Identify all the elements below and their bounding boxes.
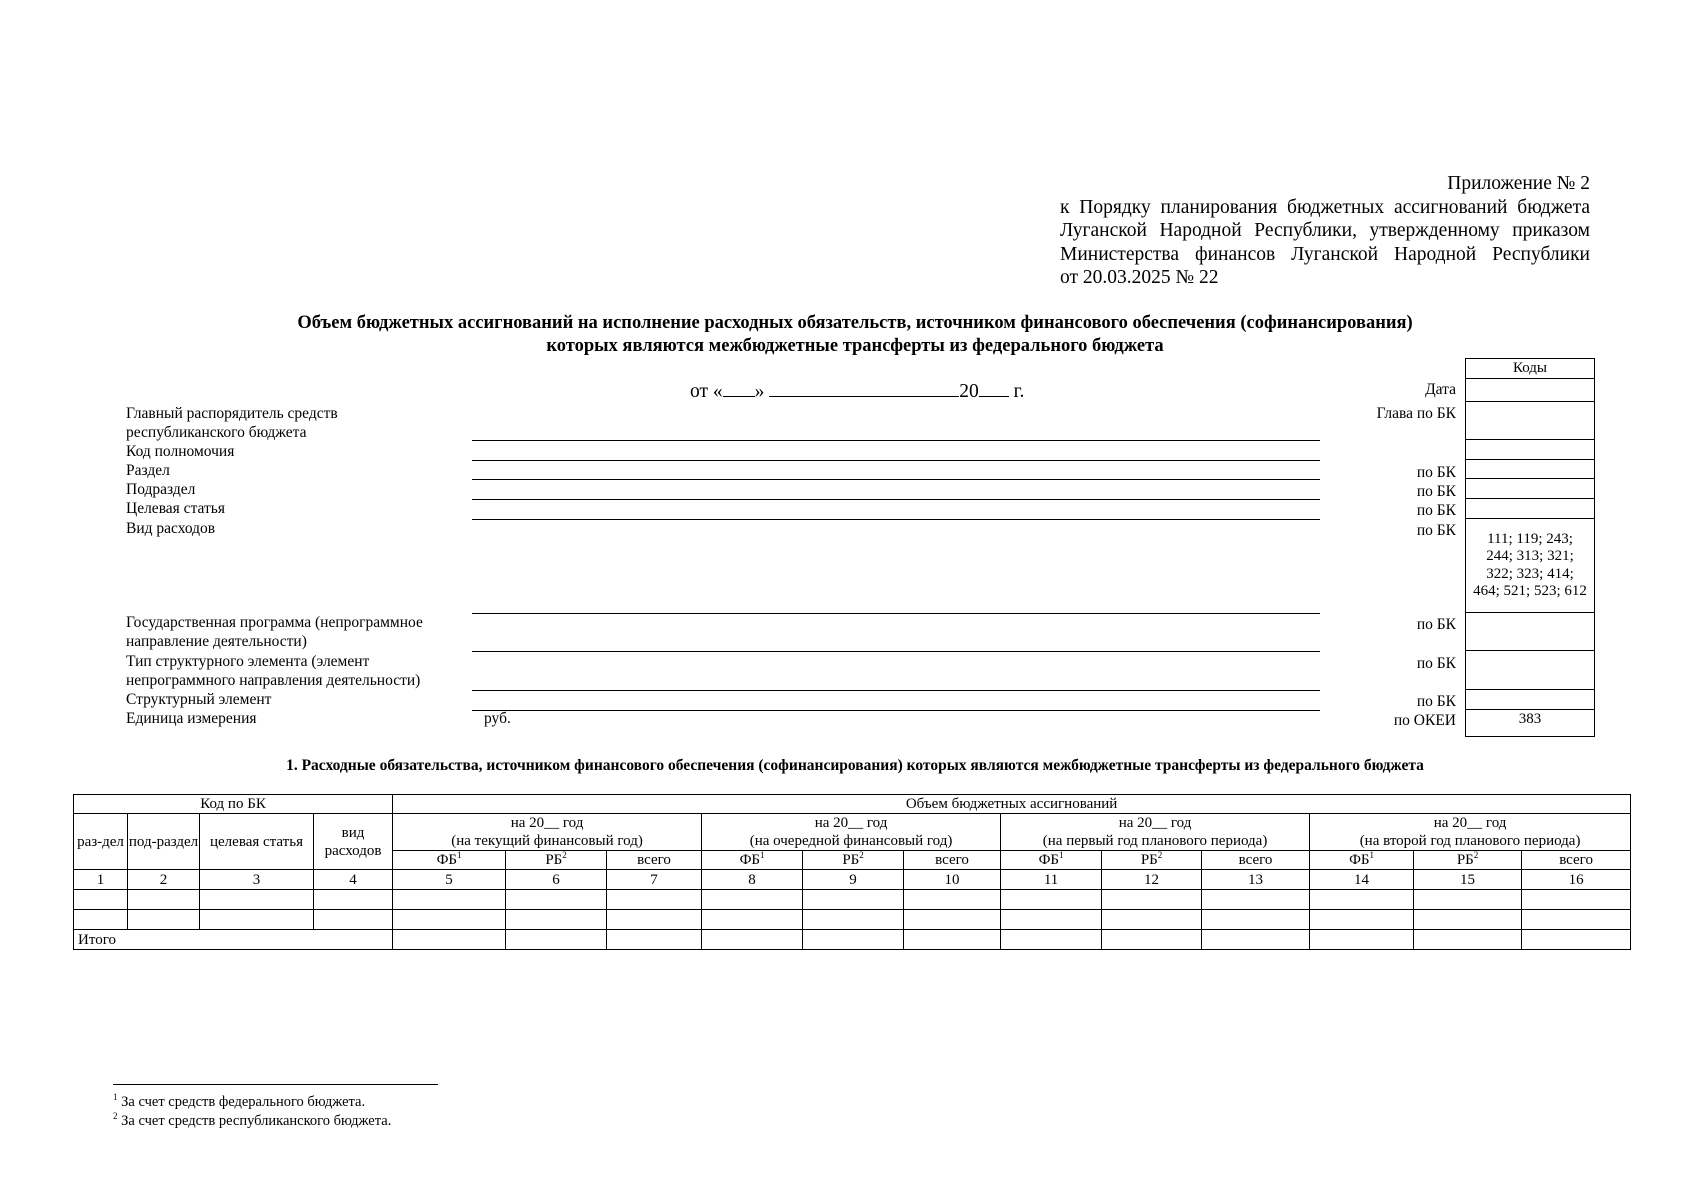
table-cell[interactable] (904, 930, 1001, 950)
code-tselevaya[interactable] (1466, 499, 1595, 519)
month-blank[interactable] (769, 378, 959, 397)
table-cell[interactable] (128, 910, 200, 930)
table-cell[interactable] (506, 890, 607, 910)
grbs-label-line: Главный распорядитель средств (126, 405, 338, 422)
table-cell[interactable] (1102, 930, 1202, 950)
fb-text: ФБ (1038, 852, 1060, 868)
struct-el-line[interactable] (472, 710, 1320, 711)
code-data[interactable] (1466, 379, 1595, 402)
fb-header (702, 851, 803, 870)
tip-po-bk-label: по БК (1416, 655, 1456, 672)
year-blank[interactable] (979, 378, 1009, 397)
vsego-header: всего (904, 851, 1001, 870)
rb-text: РБ (545, 852, 563, 868)
gosprog-label (126, 613, 423, 651)
gosprog-label-line: Государственная программа (непрограммное (126, 614, 423, 631)
codes-header: Коды (1466, 359, 1595, 379)
footnote-ref: 1 (760, 850, 765, 860)
col-number: 14 (1310, 870, 1414, 890)
table-cell[interactable] (393, 890, 506, 910)
appendix-heading: Приложение № 2 (1447, 173, 1590, 194)
period-header (702, 814, 1001, 851)
footnote-ref: 2 (1473, 850, 1479, 860)
tselevaya-line[interactable] (472, 519, 1320, 520)
razdel-line[interactable] (472, 479, 1320, 480)
date-year: 20 (959, 381, 979, 402)
razdel-label: Раздел (126, 462, 170, 479)
struct-el-label: Структурный элемент (126, 691, 272, 708)
table-cell[interactable] (702, 930, 803, 950)
col-number: 6 (506, 870, 607, 890)
period-desc: (на очередной финансовый год) (749, 833, 953, 849)
vsego-header: всего (1202, 851, 1310, 870)
rb-text: РБ (1456, 852, 1474, 868)
table-cell[interactable] (74, 910, 128, 930)
rb-text: РБ (1140, 852, 1158, 868)
unit-value: руб. (484, 710, 511, 727)
table-cell[interactable] (803, 930, 904, 950)
obem-header: Объем бюджетных ассигнований (393, 795, 1631, 814)
code-razdel[interactable] (1466, 460, 1595, 479)
code-podrazdel[interactable] (1466, 479, 1595, 499)
kod-po-bk-header: Код по БК (74, 795, 393, 814)
col-number: 16 (1522, 870, 1631, 890)
table-cell[interactable] (1001, 910, 1102, 930)
period-year: на 20__ год (814, 815, 888, 831)
code-glava[interactable] (1466, 402, 1595, 440)
vid-raskhodov-line[interactable] (472, 613, 1320, 614)
code-vid-raskhodov[interactable]: 111; 119; 243; 244; 313; 321; 322; 323; 414; 464; 521; 523; 612 (1466, 519, 1595, 613)
fb-text: ФБ (739, 852, 761, 868)
table-cell[interactable] (1414, 930, 1522, 950)
table-cell[interactable] (1310, 890, 1414, 910)
rb-header (1102, 851, 1202, 870)
tip-line[interactable] (472, 690, 1320, 691)
date-line (690, 378, 1024, 403)
data-label: Дата (1425, 381, 1456, 398)
col-number: 5 (393, 870, 506, 890)
footnote-text: За счет средств федерального бюджета. (117, 1093, 366, 1110)
fb-header (1310, 851, 1414, 870)
table-cell[interactable] (1202, 890, 1310, 910)
table-cell[interactable] (1414, 890, 1522, 910)
table-cell[interactable] (128, 890, 200, 910)
code-struct-el[interactable] (1466, 690, 1595, 710)
col-number: 1 (74, 870, 128, 890)
footnote-2 (113, 1107, 391, 1130)
col-number: 11 (1001, 870, 1102, 890)
itogo-row (74, 930, 1631, 950)
footnote-text: За счет средств республиканского бюджета. (117, 1112, 392, 1129)
col-number: 3 (200, 870, 314, 890)
col-number: 15 (1414, 870, 1522, 890)
glava-label: Глава по БК (1376, 405, 1456, 422)
footnote-number: 1 (113, 1092, 118, 1102)
kod-polnomochiya-line[interactable] (472, 460, 1320, 461)
appendix-date: от 20.03.2025 № 22 (1060, 267, 1219, 288)
table-cell[interactable] (904, 890, 1001, 910)
col-number: 10 (904, 870, 1001, 890)
tip-label (126, 652, 420, 690)
tselevaya-label: Целевая статья (126, 500, 225, 517)
table-cell[interactable] (1522, 890, 1631, 910)
podrazdel-po-bk-label: по БК (1416, 483, 1456, 500)
table-cell[interactable] (607, 930, 702, 950)
col-razdel-header: раз-дел (74, 814, 128, 870)
section-title: 1. Расходные обязательства, источником финансового обеспечения (софинансирования) которых являются межбюджетные трансферты из федерального бюджета (286, 757, 1424, 774)
table-cell[interactable] (314, 910, 393, 930)
table-cell[interactable] (607, 910, 702, 930)
itogo-label: Итого (74, 930, 393, 950)
table-row (74, 890, 1631, 910)
tselevaya-po-bk-label: по БК (1416, 502, 1456, 519)
appendix-line: Луганской Народной Республики, утвержденному приказом (1060, 220, 1590, 241)
grbs-label (126, 404, 338, 442)
okei-label: по ОКЕИ (1393, 712, 1456, 729)
rb-text: РБ (842, 852, 860, 868)
table-cell[interactable] (1202, 910, 1310, 930)
fb-header (393, 851, 506, 870)
gosprog-line[interactable] (472, 651, 1320, 652)
period-header (1310, 814, 1631, 851)
code-gosprog[interactable] (1466, 613, 1595, 651)
table-cell[interactable] (1522, 910, 1631, 930)
col-number: 9 (803, 870, 904, 890)
col-number: 4 (314, 870, 393, 890)
footnote-ref: 2 (562, 850, 567, 860)
footnote-ref: 2 (859, 850, 864, 860)
code-kod-polnomochiya[interactable] (1466, 440, 1595, 460)
vsego-header: всего (1522, 851, 1631, 870)
col-number: 8 (702, 870, 803, 890)
footnote-ref: 1 (457, 850, 462, 860)
table-cell[interactable] (506, 910, 607, 930)
unit-label: Единица измерения (126, 710, 257, 727)
vsego-header: всего (607, 851, 702, 870)
grbs-label-line: республиканского бюджета (126, 424, 307, 441)
title-line-1: Объем бюджетных ассигнований на исполнение расходных обязательств, источником финансового обеспечения (софинансирования) (297, 313, 1413, 333)
table-cell[interactable] (904, 910, 1001, 930)
tip-label-line: Тип структурного элемента (элемент (126, 653, 370, 670)
rb-header (803, 851, 904, 870)
appendix-block (1060, 172, 1590, 290)
rb-header (1414, 851, 1522, 870)
table-cell[interactable] (1001, 930, 1102, 950)
footnote-ref: 2 (1157, 850, 1163, 860)
period-header (393, 814, 702, 851)
gosprog-po-bk-label: по БК (1416, 616, 1456, 633)
col-number: 7 (607, 870, 702, 890)
table-row (74, 910, 1631, 930)
table-cell[interactable] (200, 890, 314, 910)
title-line-2: которых являются межбюджетные трансферты из федерального бюджета (546, 336, 1164, 356)
table-cell[interactable] (506, 930, 607, 950)
fb-header (1001, 851, 1102, 870)
col-number: 13 (1202, 870, 1310, 890)
fb-text: ФБ (436, 852, 458, 868)
footnote-separator (113, 1084, 438, 1085)
allocation-table (73, 794, 1631, 950)
table-cell[interactable] (393, 910, 506, 930)
period-header (1001, 814, 1310, 851)
vid-po-bk-label: по БК (1416, 522, 1456, 539)
col-podrazdel-header: под-раздел (128, 814, 200, 870)
table-cell[interactable] (607, 890, 702, 910)
tip-label-line: непрограммного направления деятельности) (126, 672, 421, 689)
col-tselevaya-header: целевая статья (200, 814, 314, 870)
table-cell[interactable] (1522, 930, 1631, 950)
table-cell[interactable] (803, 890, 904, 910)
period-year: на 20__ год (1118, 815, 1192, 831)
code-tip[interactable] (1466, 651, 1595, 690)
podrazdel-label: Подраздел (126, 481, 196, 498)
code-okei[interactable]: 383 (1466, 710, 1595, 737)
kod-polnomochiya-label: Код полномочия (126, 443, 235, 460)
table-cell[interactable] (1310, 930, 1414, 950)
table-cell[interactable] (1102, 910, 1202, 930)
period-desc: (на первый год планового периода) (1042, 833, 1268, 849)
podrazdel-line[interactable] (472, 499, 1320, 500)
table-cell[interactable] (702, 910, 803, 930)
table-cell[interactable] (1102, 890, 1202, 910)
table-cell[interactable] (1202, 930, 1310, 950)
codes-table (1465, 358, 1595, 737)
col-vid-header: вид расходов (314, 814, 393, 870)
table-cell[interactable] (200, 910, 314, 930)
rb-header (506, 851, 607, 870)
footnote-ref: 1 (1059, 850, 1064, 860)
document-title (150, 312, 1560, 358)
period-year: на 20__ год (510, 815, 584, 831)
vid-raskhodov-label: Вид расходов (126, 520, 216, 537)
day-blank[interactable] (723, 378, 755, 397)
period-desc: (на второй год планового периода) (1359, 833, 1581, 849)
table-cell[interactable] (1310, 910, 1414, 930)
appendix-line: Министерства финансов Луганской Народной Республики (1060, 243, 1590, 265)
table-cell[interactable] (1414, 910, 1522, 930)
table-cell[interactable] (393, 930, 506, 950)
period-desc: (на текущий финансовый год) (451, 833, 643, 849)
date-mid: » (754, 381, 765, 402)
col-number: 2 (128, 870, 200, 890)
gosprog-label-line: направление деятельности) (126, 633, 307, 650)
fb-text: ФБ (1349, 852, 1370, 868)
razdel-po-bk-label: по БК (1416, 464, 1456, 481)
period-year: на 20__ год (1433, 815, 1507, 831)
col-number: 12 (1102, 870, 1202, 890)
table-cell[interactable] (1001, 890, 1102, 910)
table-cell[interactable] (803, 910, 904, 930)
footnote-number: 2 (113, 1111, 118, 1121)
table-cell[interactable] (702, 890, 803, 910)
grbs-line[interactable] (472, 440, 1320, 441)
struct-po-bk-label: по БК (1416, 693, 1456, 710)
date-suffix: г. (1013, 381, 1025, 402)
table-cell[interactable] (314, 890, 393, 910)
appendix-line: к Порядку планирования бюджетных ассигнований бюджета (1060, 196, 1590, 218)
table-cell[interactable] (74, 890, 128, 910)
footnote-ref: 1 (1369, 850, 1375, 860)
date-prefix: от « (690, 381, 723, 402)
